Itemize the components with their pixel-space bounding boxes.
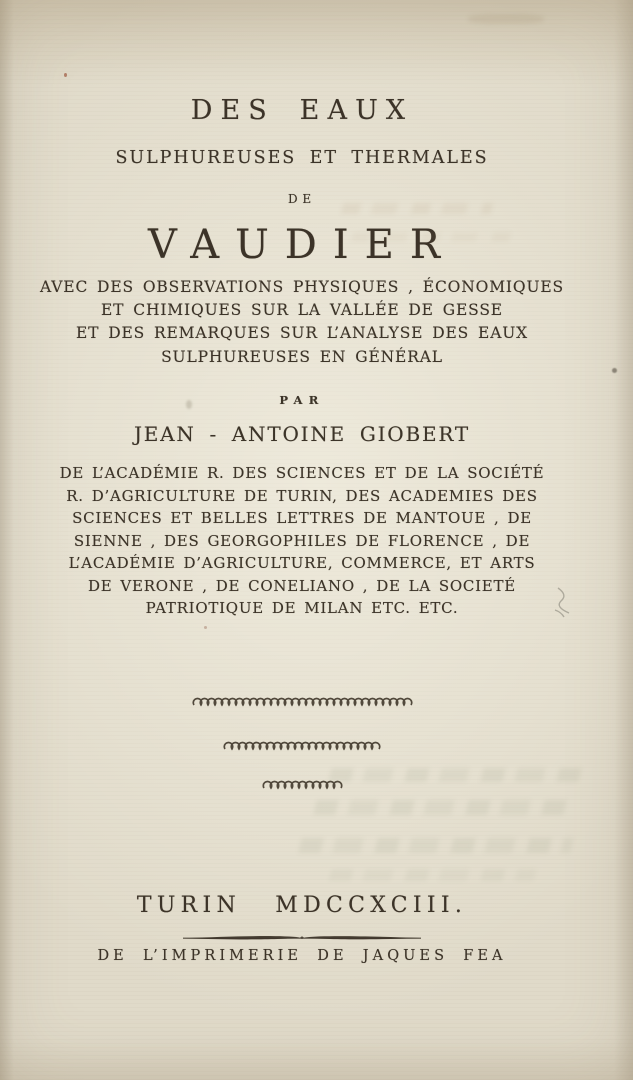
affiliation-block xyxy=(22,462,582,620)
show-through-ghost xyxy=(329,768,582,782)
affiliation-line: R. D’AGRICULTURE DE TURIN, DES ACADEMIES DES xyxy=(66,486,538,505)
affiliation-line: SCIENCES ET BELLES LETTRES DE MANTOUE , DE xyxy=(72,509,532,527)
coil-icon xyxy=(191,695,414,710)
foxing-spot xyxy=(64,73,67,77)
imprint-city-year: TURIN MDCCXCIII. xyxy=(136,893,468,918)
foxing-spot xyxy=(468,14,544,24)
subtitle-block xyxy=(22,276,582,369)
affiliation-line: DE L’ACADÉMIE R. DES SCIENCES ET DE LA SOCIÉTÉ xyxy=(59,464,545,482)
coil-icon xyxy=(222,739,382,754)
foxing-spot xyxy=(204,626,207,629)
show-through-ghost xyxy=(351,232,523,242)
author-name: JEAN - ANTOINE GIOBERT xyxy=(133,422,471,446)
byline-par: PAR xyxy=(279,393,325,407)
affiliation-line: SIENNE , DES GEORGOPHILES DE FLORENCE , DE xyxy=(73,531,531,550)
affiliation-line: PATRIOTIQUE DE MILAN ETC. ETC. xyxy=(145,599,459,617)
subtitle-line: SULPHUREUSES EN GÉNÉRAL xyxy=(161,347,443,366)
show-through-ghost xyxy=(313,800,578,815)
foxing-spot xyxy=(612,368,617,373)
text-column xyxy=(22,0,582,1080)
affiliation-line: L’ACADÉMIE D’AGRICULTURE, COMMERCE, ET ARTS xyxy=(68,554,536,572)
affiliation-line: DE VERONE , DE CONELIANO , DE LA SOCIETÉ xyxy=(88,576,516,595)
squiggle-ornament-large xyxy=(22,695,582,714)
subtitle-line: AVEC DES OBSERVATIONS PHYSIQUES , ÉCONOMIQUES xyxy=(39,278,565,296)
swelled-rule-icon xyxy=(182,933,422,943)
show-through-ghost xyxy=(341,203,493,214)
main-title-line1: DES EAUX xyxy=(190,95,414,126)
main-title-line4: VAUDIER xyxy=(148,222,456,268)
pencil-mark xyxy=(552,586,578,620)
show-through-ghost xyxy=(329,869,537,881)
foxing-spot xyxy=(186,400,192,409)
subtitle-line: ET DES REMARQUES SUR L’ANALYSE DES EAUX xyxy=(75,324,529,343)
subtitle-line: ET CHIMIQUES SUR LA VALLÉE DE GESSE xyxy=(101,301,503,320)
imprint-printer: DE L’IMPRIMERIE DE JAQUES FEA xyxy=(97,948,507,964)
main-title-line2: SULPHUREUSES ET THERMALES xyxy=(115,148,489,168)
show-through-ghost xyxy=(298,838,573,853)
main-title-line3: DE xyxy=(288,192,316,206)
swelled-rule-ornament xyxy=(22,928,582,947)
squiggle-ornament-medium xyxy=(22,739,582,758)
